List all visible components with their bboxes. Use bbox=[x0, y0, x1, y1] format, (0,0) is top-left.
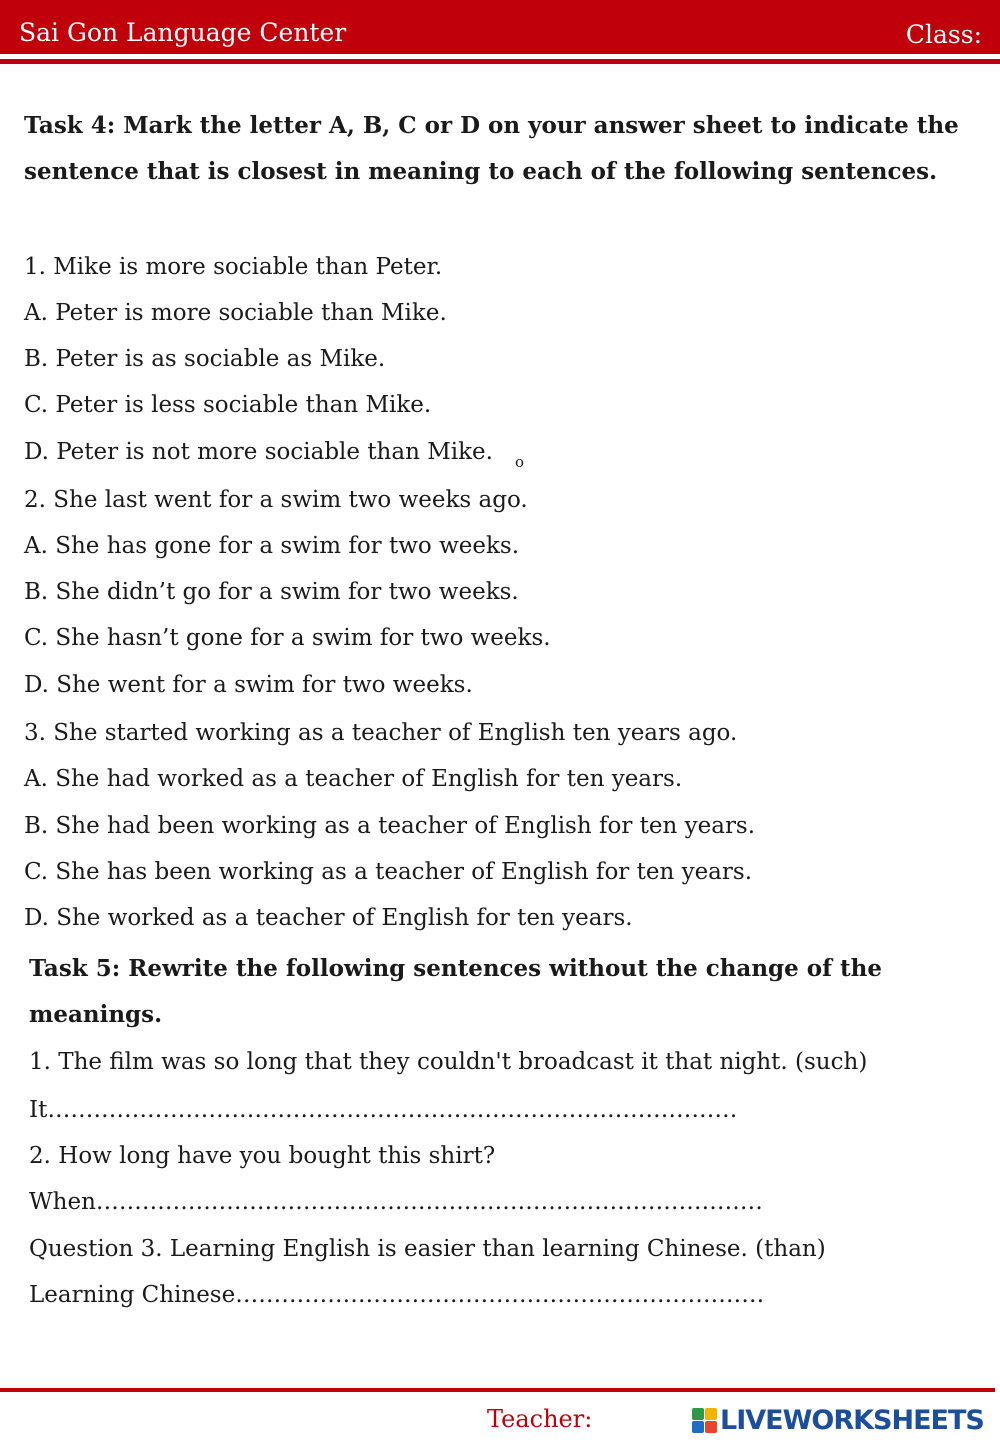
rewrite-3-answer-line[interactable]: Learning Chinese…………………………………………………………… bbox=[29, 1282, 765, 1308]
question-2: 2. She last went for a swim two weeks ago. bbox=[24, 487, 528, 513]
rewrite-3-prompt: Question 3. Learning English is easier than learning Chinese. (than) bbox=[29, 1236, 826, 1262]
brand-name: LIVEWORKSHEETS bbox=[720, 1404, 984, 1436]
q3-option-d: D. She worked as a teacher of English for ten years. bbox=[24, 905, 633, 931]
liveworksheets-logo-icon bbox=[692, 1408, 717, 1433]
task4-heading: Task 4: Mark the letter A, B, C or D on your answer sheet to indicate the sentence that is closest in meaning to each of the following sentences. bbox=[24, 112, 959, 185]
footer-divider bbox=[0, 1388, 995, 1392]
stray-mark: o bbox=[515, 453, 525, 471]
center-name: Sai Gon Language Center bbox=[19, 18, 347, 47]
q1-option-b: B. Peter is as sociable as Mike. bbox=[24, 346, 386, 372]
q2-option-a: A. She has gone for a swim for two weeks. bbox=[24, 533, 520, 559]
q2-option-b: B. She didn’t go for a swim for two weeks. bbox=[24, 579, 519, 605]
header-divider bbox=[0, 59, 1000, 64]
liveworksheets-brand[interactable] bbox=[692, 1404, 984, 1436]
q1-option-a: A. Peter is more sociable than Mike. bbox=[24, 300, 447, 326]
task5-heading: Task 5: Rewrite the following sentences without the change of the meanings. bbox=[29, 955, 882, 1028]
q2-option-c: C. She hasn’t gone for a swim for two weeks. bbox=[24, 625, 551, 651]
q3-option-c: C. She has been working as a teacher of English for ten years. bbox=[24, 859, 753, 885]
rewrite-1-answer-line[interactable]: It……………………………………………………………………………… bbox=[29, 1097, 738, 1123]
q3-option-a: A. She had worked as a teacher of English for ten years. bbox=[24, 766, 683, 792]
q1-option-c: C. Peter is less sociable than Mike. bbox=[24, 392, 432, 418]
q2-option-d: D. She went for a swim for two weeks. bbox=[24, 672, 473, 698]
teacher-label: Teacher: bbox=[487, 1405, 593, 1433]
rewrite-2-answer-line[interactable]: When…………………………………………………………………………… bbox=[29, 1189, 763, 1215]
rewrite-2-prompt: 2. How long have you bought this shirt? bbox=[29, 1143, 496, 1169]
question-1: 1. Mike is more sociable than Peter. bbox=[24, 254, 443, 280]
question-3: 3. She started working as a teacher of English ten years ago. bbox=[24, 720, 738, 746]
rewrite-1-prompt: 1. The film was so long that they couldn't broadcast it that night. (such) bbox=[29, 1049, 868, 1075]
class-label: Class: bbox=[905, 20, 982, 49]
q3-option-b: B. She had been working as a teacher of English for ten years. bbox=[24, 813, 756, 839]
q1-option-d: D. Peter is not more sociable than Mike. bbox=[24, 439, 493, 465]
